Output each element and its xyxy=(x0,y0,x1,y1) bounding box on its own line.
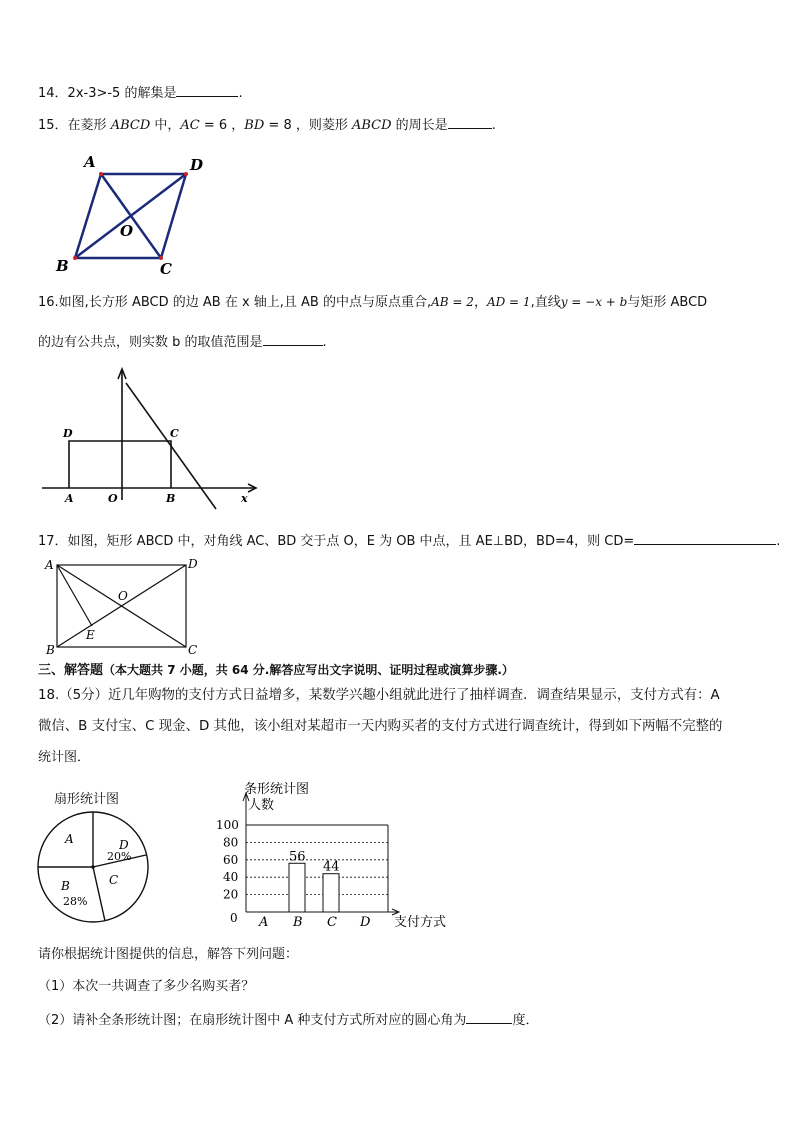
period: . xyxy=(491,118,496,133)
answer-blank[interactable] xyxy=(634,530,776,545)
y-tick-label: 20 xyxy=(223,887,239,902)
question-17 xyxy=(38,530,780,552)
section-note: （本大题共 7 小题，共 64 分.解答应写出文字说明、证明过程或演算步骤.） xyxy=(103,663,514,677)
label-a: A xyxy=(65,492,74,505)
text-part: ,直线 xyxy=(530,295,561,310)
pie-label-d: D xyxy=(119,838,129,852)
question-number: 14． xyxy=(38,86,68,101)
rectangle-abcd xyxy=(69,441,171,488)
bar-b xyxy=(289,863,305,912)
bar-chart-title: 条形统计图 xyxy=(244,782,310,797)
text-part: 度． xyxy=(512,1013,539,1028)
label-d: D xyxy=(63,427,73,440)
pie-chart-title: 扇形统计图 xyxy=(54,792,120,807)
period: . xyxy=(322,335,327,350)
text-part: 16.如图,长方形 ABCD 的边 AB 在 x 轴上,且 AB 的中点与原点重合, xyxy=(38,295,432,310)
math-term: ABCD xyxy=(110,118,151,133)
label-c: C xyxy=(188,643,198,657)
line-y-eq-minus-x-plus-b xyxy=(126,383,216,509)
x-axis-label: 支付方式 xyxy=(394,915,447,930)
pie-center xyxy=(91,865,95,869)
bar-c xyxy=(323,874,339,912)
y-tick-label: 60 xyxy=(223,852,239,867)
rhombus-figure xyxy=(50,150,220,280)
y-tick-label: 0 xyxy=(230,911,238,925)
x-category-label: D xyxy=(360,915,371,930)
question-text: 17．如图，矩形 ABCD 中，对角线 AC、BD 交于点 O，E 为 OB 中点，且 AE⊥BD，BD=4，则 CD= xyxy=(38,534,635,549)
y-tick-label: 40 xyxy=(223,870,239,885)
bar-categories xyxy=(258,915,371,930)
label-x: x xyxy=(241,492,248,505)
question-18-line2: 微信、B 支付宝、C 现金、D 其他，该小组对某超市一天内购买者的支付方式进行调查统计，得到如下两幅不完整的 xyxy=(38,719,723,734)
pie-chart xyxy=(35,810,155,930)
label-o: O xyxy=(120,222,134,240)
pie-percent-b: 28% xyxy=(63,895,88,908)
bar-ticks xyxy=(216,818,239,925)
text-part: 的边有公共点，则实数 b 的取值范围是 xyxy=(38,335,263,350)
math-term: AB = 2 xyxy=(431,295,474,309)
x-category-label: B xyxy=(293,915,303,930)
label-o: O xyxy=(108,492,118,505)
math-term: y = −x + b xyxy=(560,295,628,309)
label-b: B xyxy=(46,643,55,657)
question-16-line1 xyxy=(38,292,707,313)
question-text: 2x-3>-5 的解集是 xyxy=(67,86,177,101)
rectangle-diagonals-figure xyxy=(40,555,210,655)
label-a: A xyxy=(84,153,96,171)
math-term: AD = 1 xyxy=(486,295,531,309)
y-tick-label: 80 xyxy=(223,835,239,850)
text-part: 在菱形 xyxy=(67,118,111,133)
vertex-dot xyxy=(184,172,188,176)
question-15 xyxy=(38,114,496,136)
question-18-sub1: （1）本次一共调查了多少名购买者？ xyxy=(38,979,255,994)
math-term: AC xyxy=(180,118,200,133)
pie-divider-c-b xyxy=(93,867,105,921)
pie-label-a: A xyxy=(65,832,74,846)
answer-blank[interactable] xyxy=(263,331,323,346)
math-term: ABCD xyxy=(351,118,392,133)
text-part: 与矩形 ABCD xyxy=(627,295,708,310)
x-category-label: A xyxy=(259,915,269,930)
text-part: = 8 ，则菱形 xyxy=(264,118,352,133)
text-part: （2）请补全条形统计图；在扇形统计图中 A 种支付方式所对应的圆心角为 xyxy=(38,1013,467,1028)
label-c: C xyxy=(170,427,179,440)
label-d: D xyxy=(188,557,198,571)
y-tick-label: 100 xyxy=(216,818,239,832)
y-axis-label: 人数 xyxy=(248,798,275,813)
diagonal-bd xyxy=(75,174,186,258)
vertex-dot xyxy=(99,172,103,176)
period: . xyxy=(776,534,781,549)
pie-percent-d: 20% xyxy=(107,850,132,863)
label-d: D xyxy=(190,156,204,174)
pie-label-c: C xyxy=(109,873,119,887)
question-14 xyxy=(38,82,243,104)
label-b: B xyxy=(56,257,69,275)
bar-marks xyxy=(289,849,340,912)
label-e: E xyxy=(86,628,95,642)
math-term: BD xyxy=(244,118,265,133)
period: . xyxy=(238,86,243,101)
label-c: C xyxy=(160,260,172,278)
section-three-heading xyxy=(38,660,514,681)
vertex-dot xyxy=(73,256,77,260)
bar-chart xyxy=(200,775,460,935)
data-label: 56 xyxy=(289,849,306,865)
label-b: B xyxy=(166,492,176,505)
text-part: 的周长是 xyxy=(391,118,448,133)
label-o: O xyxy=(118,589,128,603)
segment-ae xyxy=(57,565,92,626)
text-part: 中， xyxy=(150,118,181,133)
question-18-prompt: 请你根据统计图提供的信息，解答下列问题： xyxy=(38,947,299,962)
rectangle-axis-figure xyxy=(40,365,270,515)
text-part: = 6 ， xyxy=(199,118,245,133)
section-title: 三、解答题 xyxy=(38,663,104,678)
answer-blank[interactable] xyxy=(466,1009,512,1024)
label-a: A xyxy=(45,558,54,572)
answer-blank[interactable] xyxy=(448,114,492,129)
pie-label-b: B xyxy=(61,879,70,893)
data-label: 44 xyxy=(323,859,340,875)
text-part: ， xyxy=(473,295,487,310)
question-number: 15． xyxy=(38,118,68,133)
answer-blank[interactable] xyxy=(176,82,238,97)
question-18-line3: 统计图． xyxy=(38,750,91,765)
question-18-line1: 18.（5分）近几年购物的支付方式日益增多，某数学兴趣小组就此进行了抽样调查．调查结果显示，支付方式有：A xyxy=(38,688,720,703)
question-16-line2 xyxy=(38,331,327,353)
x-category-label: C xyxy=(327,915,337,930)
question-18-sub2 xyxy=(38,1009,538,1031)
